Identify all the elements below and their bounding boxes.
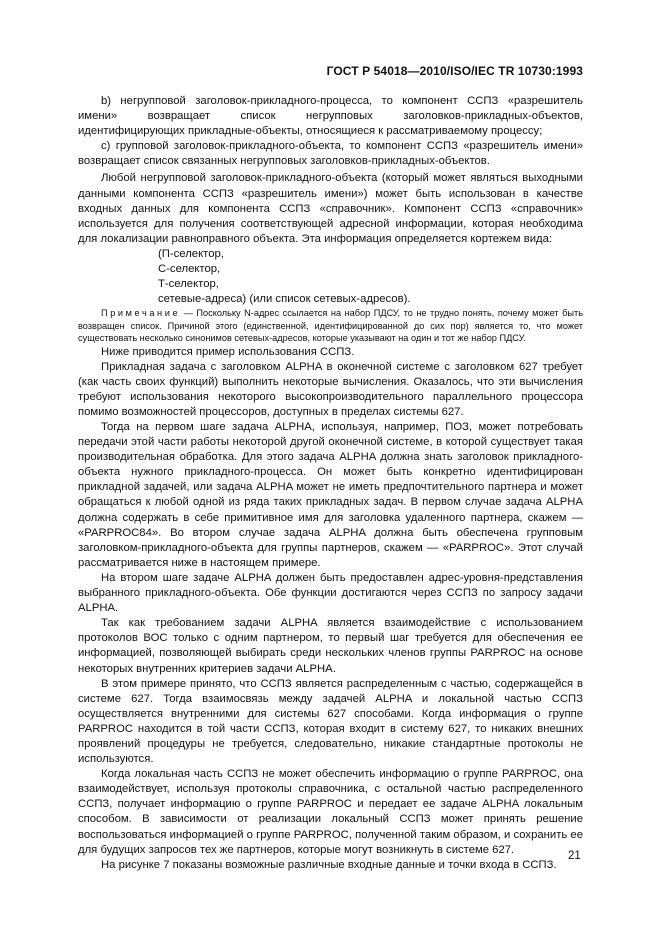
paragraph: Любой негрупповой заголовок-прикладного-объекта (который может являться выходными данными компонента ССПЗ «разрешитель имени») может быть использован в качестве входных данных для компонента ССПЗ «справочник». Компонент ССПЗ «справочник» используется для получения соответствующей адресной информации, которая необходима для локализации равноправного объекта. Эта информация определяется кортежем вида: (78, 172, 583, 245)
paragraph: Так как требованием задачи ALPHA является взаимодействие с использованием протоколов ВОС только с одним партнером, то первый шаг требуется для обеспечения ее информацией, позволяющей выбирать среди нескольких членов группы PARPROC на основе некоторых внутренних критериев задачи ALPHA. (78, 617, 583, 675)
paragraph: На втором шаге задаче ALPHA должен быть предоставлен адрес-уровня-представления выбранного прикладного-объекта. Обе функции достигаются через ССПЗ по запросу задачи ALPHA. (78, 571, 583, 615)
tuple-line: С-селектор, (158, 263, 221, 276)
paragraph: Когда локальная часть ССПЗ не может обеспечить информацию о группе PARPROC, она взаимодействует, используя протоколы справочника, с остальной частью распределенного ССПЗ, получает информацию о группе PARPROC и передает ее задаче ALPHA локальным способом. В зависимости от реализации локальный ССПЗ может принять решение воспользоваться информацией о группе PARPROC, полученной таким образом, и сохранить ее для будущих запросов тех же партнеров, которые могут возникнуть в системе 627. (78, 768, 583, 856)
paragraph: В этом примере принято, что ССПЗ является распределенным с частью, содержащейся в системе 627. Тогда взаимосвязь между задачей ALPHA и локальной частью ССПЗ осуществляется внутренними для системы 627 способами. Когда информация о группе PARPROC находится в той части ССПЗ, которая входит в систему 627, то никаких внешних проявлений процедуры не требуется, следовательно, никакие стандартные протоколы не используются. (78, 677, 583, 766)
standard-designation: ГОСТ Р 54018—2010/ISO/IEC TR 10730:1993 (326, 64, 583, 78)
paragraph-b: b) негрупповой заголовок-прикладного-процесса, то компонент ССПЗ «разрешитель имени» возвращает список негрупповых заголовков-прикладных-объектов, идентифицирующих прикладные-объекты, относящиеся к рассматриваемому процессу; (78, 95, 583, 138)
paragraph: На рисунке 7 показаны возможные различные входные данные и точки входа в ССПЗ. (101, 858, 557, 871)
paragraph-c: c) групповой заголовок-прикладного-объекта, то компонент ССПЗ «разрешитель имени» возвращает список связанных негрупповых заголовков-прикладных-объектов. (78, 140, 583, 168)
tuple-line: (П-селектор, (158, 247, 224, 260)
body-text (78, 94, 583, 873)
tuple-line: Т-селектор, (158, 278, 219, 291)
tuple-line: сетевые-адреса) (или список сетевых-адресов). (158, 293, 411, 306)
address-tuple (158, 247, 583, 307)
paragraph: Ниже приводится пример использования ССПЗ. (101, 345, 355, 358)
note (78, 307, 583, 344)
paragraph: Тогда на первом шаге задача ALPHA, используя, например, ПОЗ, может потребовать передачи этой части работы некоторой другой оконечной системе, в которой существует такая производительная обработка. Для этого задача ALPHA должна знать заголовок прикладного-объекта нужного прикладного-процесса. Он может быть конкретно идентифицирован прикладной задачей, или задача ALPHA может не иметь предпочтительного партнера и может обращаться к любой одной из ряда таких прикладных задач. В первом случае задача ALPHA должна содержать в себе примитивное имя для заголовка удаленного партнера, скажем — «PARPROC84». Во втором случае задача ALPHA должна быть обеспечена групповым заголовком-прикладного-объекта для группы партнеров, скажем — «PARPROC». Этот случай рассматривается ниже в настоящем примере. (78, 421, 583, 569)
paragraph: Прикладная задача с заголовком ALPHA в оконечной системе с заголовком 627 требует (как часть своих функций) выполнить некоторые вычисления. Оказалось, что эти вычисления требуют использования некоторого высокопроизводительного параллельного процессора помимо возможностей процессоров, доступных в пределах системы 627. (78, 360, 583, 418)
note-text: — Поскольку N-адрес ссылается на набор ПДСУ, то не трудно понять, почему может быть возвращен список. Причиной этого (единственной, идентифицированной до сих пор) является то, что может существовать несколько синонимов сетевых-адресов, которые указывают на один и тот же набор ПДСУ. (78, 308, 583, 344)
page-number: 21 (568, 850, 581, 862)
note-label: Примечание (101, 308, 181, 319)
